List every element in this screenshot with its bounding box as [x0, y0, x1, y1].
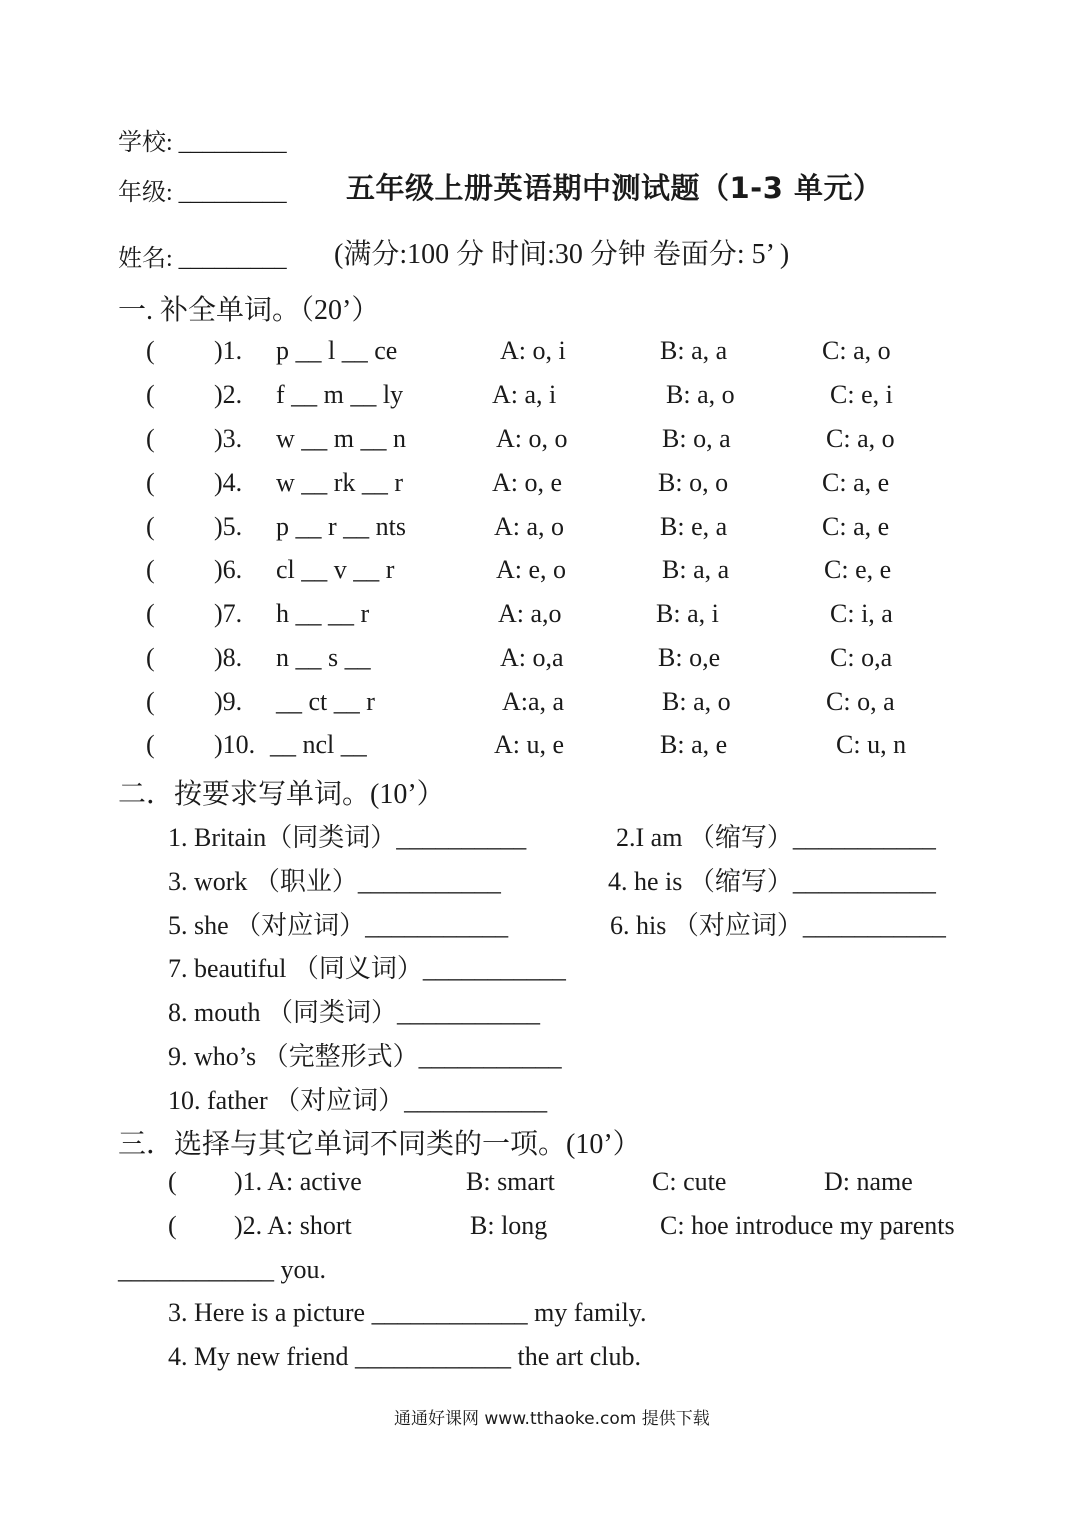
grade-field: 年级: _________ — [118, 180, 287, 206]
answer-paren: ( — [146, 643, 155, 672]
option-b: B: smart — [466, 1167, 555, 1196]
option-b: B: a, i — [656, 599, 719, 628]
option-c: C: e, i — [830, 380, 893, 409]
option-b: B: a, o — [662, 687, 731, 716]
option-b: B: a, o — [666, 380, 735, 409]
question-number: )7. — [214, 599, 243, 628]
answer-paren: ( — [146, 336, 155, 365]
option-c: C: u, n — [836, 730, 907, 759]
question-number: )2. A: short — [234, 1211, 352, 1240]
list-item: 5. she （对应词）___________ — [168, 911, 509, 940]
question-word: f __ m __ ly — [276, 380, 404, 409]
question-word: __ ncl __ — [270, 730, 367, 759]
option-a: A: a, o — [494, 512, 565, 541]
option-c: C: a, e — [822, 512, 890, 541]
question-number: )4. — [214, 468, 243, 497]
question-word: __ ct __ r — [276, 687, 375, 716]
option-b: B: a, e — [660, 730, 728, 759]
answer-paren: ( — [146, 555, 155, 584]
list-item: 8. mouth （同类词）___________ — [168, 998, 540, 1027]
option-d: D: name — [824, 1167, 913, 1196]
question-number: )2. — [214, 380, 243, 409]
option-a: A: a, i — [492, 380, 557, 409]
list-item: 3. work （职业）___________ — [168, 867, 501, 896]
section2-heading: 二．按要求写单词。(10’） — [118, 779, 445, 810]
question-word: n __ s __ — [276, 643, 371, 672]
option-b: B: o,e — [658, 643, 721, 672]
answer-paren: ( — [146, 687, 155, 716]
question-word: cl __ v __ r — [276, 555, 395, 584]
list-item: 2.I am （缩写）___________ — [616, 823, 936, 852]
option-b: B: e, a — [660, 512, 728, 541]
option-b: B: long — [470, 1211, 548, 1240]
fill-line-4: 4. My new friend ____________ the art club. — [168, 1342, 641, 1371]
fill-line-you: ____________ you. — [118, 1255, 326, 1284]
list-item: 9. who’s （完整形式）___________ — [168, 1042, 562, 1071]
option-b: B: o, o — [658, 468, 729, 497]
option-a: A: o,a — [500, 643, 564, 672]
option-c: C: e, e — [824, 555, 892, 584]
question-number: )1. — [214, 336, 243, 365]
question-word: p __ r __ nts — [276, 512, 406, 541]
answer-paren: ( — [146, 468, 155, 497]
answer-paren: ( — [146, 512, 155, 541]
option-a: A: o, i — [500, 336, 566, 365]
option-a: A:a, a — [502, 687, 565, 716]
question-number: )6. — [214, 555, 243, 584]
list-item: 6. his （对应词）___________ — [610, 911, 946, 940]
question-word: p __ l __ ce — [276, 336, 398, 365]
answer-paren: ( — [146, 599, 155, 628]
list-item: 7. beautiful （同义词）___________ — [168, 954, 566, 983]
section1-heading: 一. 补全单词。（20’） — [118, 295, 380, 326]
option-a: A: o, e — [492, 468, 563, 497]
exam-meta: (满分:100 分 时间:30 分钟 卷面分: 5’ ) — [334, 239, 790, 270]
option-b: B: a, a — [660, 336, 728, 365]
answer-paren: ( — [146, 380, 155, 409]
option-c: C: i, a — [830, 599, 893, 628]
fill-line-3: 3. Here is a picture ____________ my family. — [168, 1298, 647, 1327]
answer-paren: ( — [146, 424, 155, 453]
option-c: C: hoe introduce my parents — [660, 1211, 955, 1240]
section3-heading: 三．选择与其它单词不同类的一项。(10’） — [118, 1129, 641, 1160]
page-title: 五年级上册英语期中测试题（1-3 单元） — [346, 171, 883, 205]
option-c: C: cute — [652, 1167, 727, 1196]
question-number: )5. — [214, 512, 243, 541]
option-a: A: u, e — [494, 730, 565, 759]
option-a: A: a,o — [498, 599, 562, 628]
question-number: )8. — [214, 643, 243, 672]
option-a: A: e, o — [496, 555, 567, 584]
question-number: )10. — [214, 730, 256, 759]
page-footer: 通通好课网 www.tthaoke.com 提供下载 — [394, 1409, 710, 1429]
question-word: w __ rk __ r — [276, 468, 404, 497]
question-word: w __ m __ n — [276, 424, 406, 453]
list-item: 10. father （对应词）___________ — [168, 1086, 548, 1115]
answer-paren: ( — [168, 1167, 177, 1196]
option-c: C: a, e — [822, 468, 890, 497]
question-number: )9. — [214, 687, 243, 716]
option-b: B: o, a — [662, 424, 731, 453]
option-c: C: o,a — [830, 643, 893, 672]
option-c: C: a, o — [822, 336, 891, 365]
name-field: 姓名: _________ — [118, 246, 287, 272]
answer-paren: ( — [168, 1211, 177, 1240]
question-number: )3. — [214, 424, 243, 453]
question-number: )1. A: active — [234, 1167, 362, 1196]
option-c: C: o, a — [826, 687, 895, 716]
school-field: 学校: _________ — [118, 130, 287, 156]
question-word: h __ __ r — [276, 599, 370, 628]
list-item: 4. he is （缩写）___________ — [608, 867, 936, 896]
list-item: 1. Britain（同类词）__________ — [168, 823, 527, 852]
option-a: A: o, o — [496, 424, 568, 453]
option-b: B: a, a — [662, 555, 730, 584]
option-c: C: a, o — [826, 424, 895, 453]
answer-paren: ( — [146, 730, 155, 759]
